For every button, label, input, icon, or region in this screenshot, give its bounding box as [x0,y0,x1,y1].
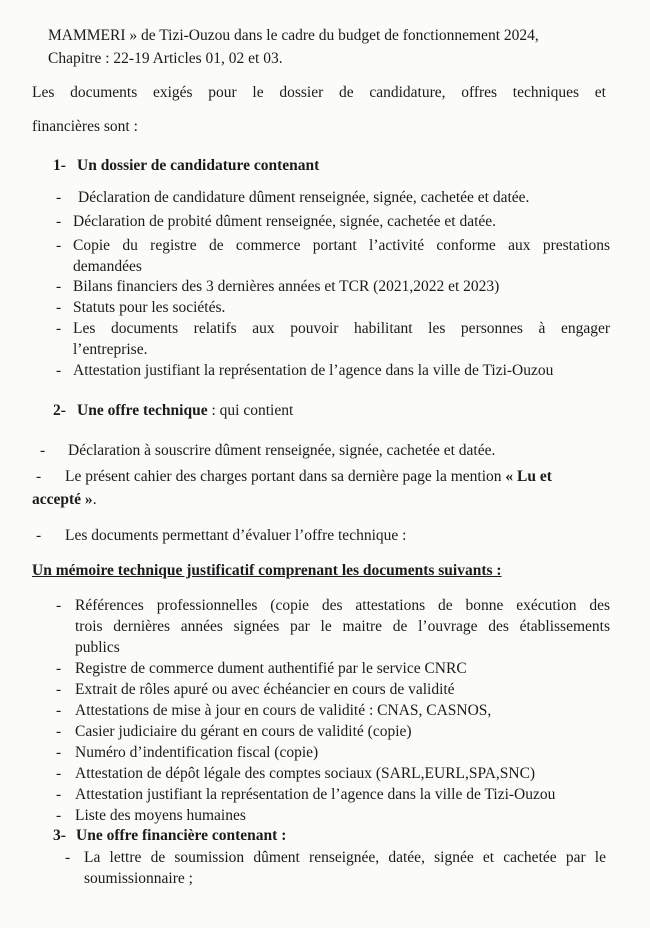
list-item-continuation: demandées [73,258,142,275]
list-item-continuation [32,491,97,509]
section-3-title: Une offre financière contenant : [76,827,287,844]
bullet: - [56,597,62,614]
list-item: Attestation justifiant la représentation de l’agence dans la ville de Tizi-Ouzou [75,786,556,803]
section-2-title: Une offre technique [77,402,208,419]
list-item: Les documents permettant d’évaluer l’offre technique : [65,527,407,544]
bullet: - [56,765,62,782]
section-1-title: Un dossier de candidature contenant [77,157,320,174]
bullet: - [56,299,62,316]
bullet: - [56,189,62,206]
bullet: - [56,213,62,230]
list-item: Statuts pour les sociétés. [73,299,226,316]
intro-line-1: Les documents exigés pour le dossier de candidature, offres techniques et [32,84,606,101]
memoire-title: Un mémoire technique justificatif comprenant les documents suivants : [32,562,502,579]
list-item [65,468,552,486]
bullet: - [56,744,62,761]
mention-quote-end: accepté » [32,491,93,508]
bullet: - [56,807,62,824]
section-3-number: 3- [53,827,66,844]
section-2-number: 2- [53,402,66,419]
header-line-1: MAMMERI » de Tizi-Ouzou dans le cadre du budget de fonctionnement 2024, [48,27,539,44]
list-item-continuation: soumissionnaire ; [84,870,193,887]
list-item: Les documents relatifs aux pouvoir habilitant les personnes à engager [73,320,610,337]
bullet: - [56,278,62,295]
bullet: - [56,702,62,719]
list-item-continuation: l’entreprise. [73,341,148,358]
list-item: Bilans financiers des 3 dernières années et TCR (2021,2022 et 2023) [73,278,500,295]
bullet: - [56,660,62,677]
bullet: - [56,681,62,698]
list-item-continuation: trois dernières années signées par le maitre de l’ouvrage des établissements [75,618,610,635]
bullet: - [56,320,62,337]
bullet: - [36,527,42,544]
list-item: La lettre de soumission dûment renseignée, datée, signée et cachetée par le [84,849,606,866]
bullet: - [56,723,62,740]
list-item: Extrait de rôles apuré ou avec échéancier en cours de validité [75,681,455,698]
mention-quote: « Lu et [505,468,552,485]
list-item: Déclaration de candidature dûment renseignée, signée, cachetée et datée. [78,189,530,206]
list-item: Déclaration de probité dûment renseignée, signée, cachetée et datée. [73,213,497,230]
bullet: - [36,468,42,485]
intro-line-2: financières sont : [32,118,138,135]
mention-text: Le présent cahier des charges portant dans sa dernière page la mention [65,468,506,485]
list-item: Attestations de mise à jour en cours de validité : CNAS, CASNOS, [75,702,492,719]
mention-period: . [92,491,97,508]
bullet: - [56,786,62,803]
list-item: Attestation justifiant la représentation de l’agence dans la ville de Tizi-Ouzou [73,362,554,379]
list-item: Références professionnelles (copie des attestations de bonne exécution des [75,597,610,614]
section-2-suffix: : qui contient [207,402,294,419]
list-item: Numéro d’indentification fiscal (copie) [75,744,319,761]
bullet: - [40,442,46,459]
bullet: - [65,849,71,866]
bullet: - [56,362,62,379]
bullet: - [56,237,62,254]
section-1-number: 1- [53,157,66,174]
section-2-heading [77,402,293,420]
list-item: Copie du registre de commerce portant l’activité conforme aux prestations [73,237,610,254]
list-item: Registre de commerce dument authentifié par le service CNRC [75,660,467,677]
list-item: Attestation de dépôt légale des comptes sociaux (SARL,EURL,SPA,SNC) [75,765,536,782]
list-item-continuation: publics [75,639,120,656]
header-line-2: Chapitre : 22-19 Articles 01, 02 et 03. [48,50,283,67]
list-item: Déclaration à souscrire dûment renseignée, signée, cachetée et datée. [68,442,496,459]
list-item: Liste des moyens humaines [75,807,246,824]
list-item: Casier judiciaire du gérant en cours de validité (copie) [75,723,412,740]
